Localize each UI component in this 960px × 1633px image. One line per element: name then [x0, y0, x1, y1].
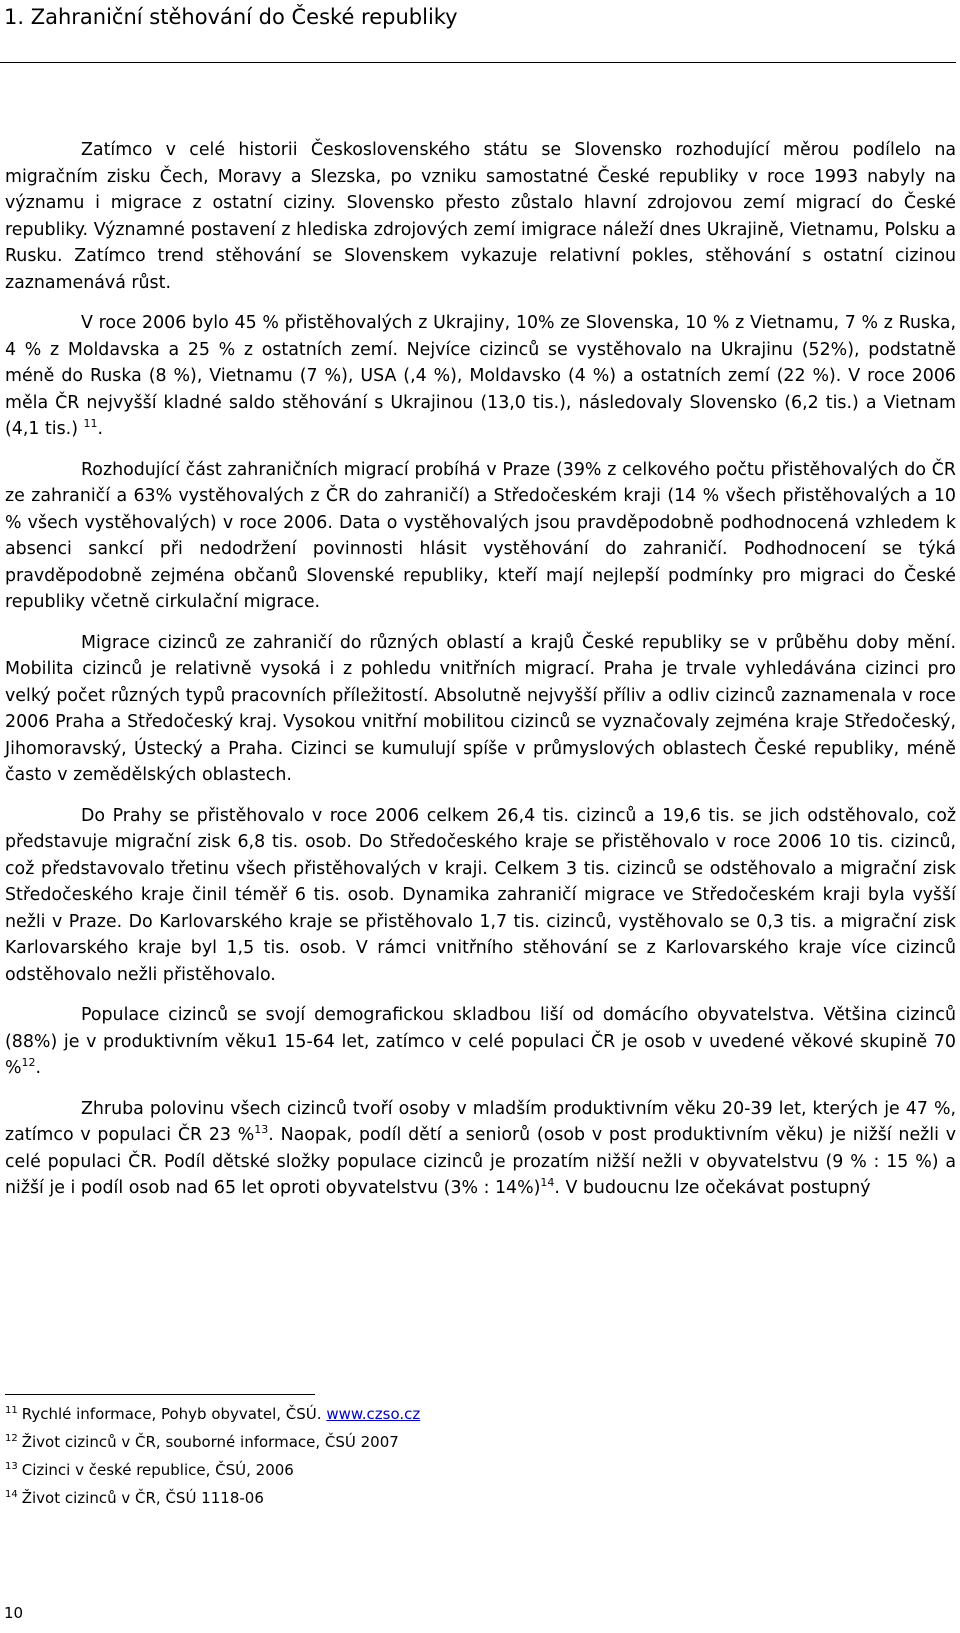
- paragraph-text-tail: . V budoucnu lze očekávat postupný: [554, 1178, 871, 1198]
- footnote-text: Rychlé informace, Pohyb obyvatel, ČSÚ.: [21, 1405, 327, 1423]
- footnote-ref[interactable]: 14: [540, 1176, 555, 1190]
- footnote-text: Život cizinců v ČR, souborné informace, ČSÚ 2007: [21, 1433, 399, 1451]
- footnote-text: Cizinci v české republice, ČSÚ, 2006: [21, 1461, 294, 1479]
- footnote: [5, 1402, 945, 1426]
- footnote-number: 11: [5, 1405, 18, 1416]
- footnotes: [5, 1402, 945, 1514]
- footnote: [5, 1430, 945, 1454]
- paragraph: [5, 1002, 956, 1082]
- paragraph-text: V roce 2006 bylo 45 % přistěhovalých z Ukrajiny, 10% ze Slovenska, 10 % z Vietnamu, 7 % z Ruska, 4 % z Moldavska a 25 % z ostatních zemí. Nejvíce cizinců se vystěhovalo na Ukrajinu (52%), podstatně méně do Ruska (8 %), Vietnamu (7 %), USA (,4 %), Moldavsko (4 %) a ostatních zemí (22 %). V roce 2006 měla ČR nejvyšší kladné saldo stěhování s Ukrajinou (13,0 tis.), následovaly Slovensko (6,2 tis.) a Vietnam (4,1 tis.): [5, 313, 956, 439]
- paragraph-text: Migrace cizinců ze zahraničí do různých oblastí a krajů České republiky se v průběhu doby mění. Mobilita cizinců je relativně vysoká i z pohledu vnitřních migrací. Praha je trvale vyhledávána cizinci pro velký počet různých typů pracovních příležitostí. Absolutně nejvyšší příliv a odliv cizinců zaznamenala v roce 2006 Praha a Středočeský kraj. Vysokou vnitřní mobilitou cizinců se vyznačovaly zejména kraje Středočeský, Jihomoravský, Ústecký a Praha. Cizinci se kumulují spíše v průmyslových oblastech České republiky, méně často v zemědělských oblastech.: [5, 632, 956, 785]
- paragraph-text-tail: .: [35, 1058, 42, 1078]
- paragraph-text-tail: .: [97, 419, 104, 439]
- paragraph: [5, 1096, 956, 1202]
- paragraph: [5, 310, 956, 443]
- footnote-ref[interactable]: 13: [254, 1123, 269, 1137]
- paragraph-text: Rozhodující část zahraničních migrací probíhá v Praze (39% z celkového počtu přistěhovalých do ČR ze zahraničí a 63% vystěhovalých z ČR do zahraničí) a Středočeském kraji (14 % všech přistěhovalých a 10 % všech vystěhovalých) v roce 2006. Data o vystěhovalých jsou pravděpodobně podhodnocená vzhledem k absenci sankcí při nedodržení povinnosti hlásit vystěhování do zahraničí. Podhodnocení se týká pravděpodobně zejména občanů Slovenské republiky, kteří mají nejlepší podmínky pro migraci do České republiky včetně cirkulační migrace.: [5, 459, 956, 612]
- paragraph-text: Do Prahy se přistěhovalo v roce 2006 celkem 26,4 tis. cizinců a 19,6 tis. se jich odstěhovalo, což představuje migrační zisk 6,8 tis. osob. Do Středočeského kraje se přistěhovalo v roce 2006 10 tis. cizinců, což představovalo třetinu všech přistěhovalých v kraji. Celkem 3 tis. cizinců se odstěhovalo a migrační zisk Středočeského kraje činil téměř 6 tis. osob. Dynamika zahraničí migrace ve Středočeském kraji byla vyšší nežli v Praze. Do Karlovarského kraje se přistěhovalo 1,7 tis. cizinců, vystěhovalo se 0,3 tis. a migrační zisk Karlovarského kraje byl 1,5 tis. osob. V rámci vnitřního stěhování se z Karlovarského kraje více cizinců odstěhovalo nežli přistěhovalo.: [5, 805, 956, 985]
- footnote-text: Život cizinců v ČR, ČSÚ 1118-06: [21, 1489, 264, 1507]
- footnote-ref[interactable]: 11: [83, 417, 98, 431]
- heading-rule: [0, 62, 956, 63]
- paragraph: [5, 457, 956, 616]
- paragraph-text: Populace cizinců se svojí demografickou skladbou liší od domácího obyvatelstva. Většina cizinců (88%) je v produktivním věku1 15-64 let, zatímco v celé populaci ČR je osob v uvedené věkové skupině 70 %: [5, 1005, 956, 1078]
- footnote: [5, 1486, 945, 1510]
- footnote-number: 13: [5, 1461, 18, 1472]
- paragraph: [5, 630, 956, 789]
- footnote-separator: [5, 1394, 315, 1395]
- footnote-number: 12: [5, 1433, 18, 1444]
- page-number: 10: [4, 1604, 24, 1622]
- footnote-ref[interactable]: 12: [21, 1056, 36, 1070]
- paragraph: [5, 803, 956, 989]
- section-heading: 1. Zahraniční stěhování do České republiky: [4, 5, 458, 29]
- paragraph-text: Zatímco v celé historii Československého státu se Slovensko rozhodující měrou podílelo na migračním zisku Čech, Moravy a Slezska, po vzniku samostatné České republiky v roce 1993 nabyly na významu i migrace z ostatní ciziny. Slovensko přesto zůstalo hlavní zdrojovou zemí migrací do České republiky. Významné postavení z hlediska zdrojových zemí imigrace náleží dnes Ukrajině, Vietnamu, Polsku a Rusku. Zatímco trend stěhování se Slovenskem vykazuje relativní pokles, stěhování s ostatní cizinou zaznamenává růst.: [5, 140, 956, 293]
- footnote-link[interactable]: www.czso.cz: [326, 1405, 421, 1423]
- footnote-number: 14: [5, 1489, 18, 1500]
- paragraph-text-tail: . Naopak, podíl dětí a seniorů (osob v post produktivním věku) je nižší nežli v celé populaci ČR. Podíl dětské složky populace cizinců je prozatím nižší nežli v obyvatelstvu (9 % : 15 %) a nižší je i podíl osob nad 65 let oproti obyvatelstvu (3% : 14%): [5, 1125, 956, 1198]
- paragraph-text: Zhruba polovinu všech cizinců tvoří osoby v mladším produktivním věku 20-39 let, kterých je 47 %, zatímco v populaci ČR 23 %: [5, 1098, 956, 1145]
- footnote: [5, 1458, 945, 1482]
- body-text: [5, 137, 956, 1216]
- paragraph: [5, 137, 956, 296]
